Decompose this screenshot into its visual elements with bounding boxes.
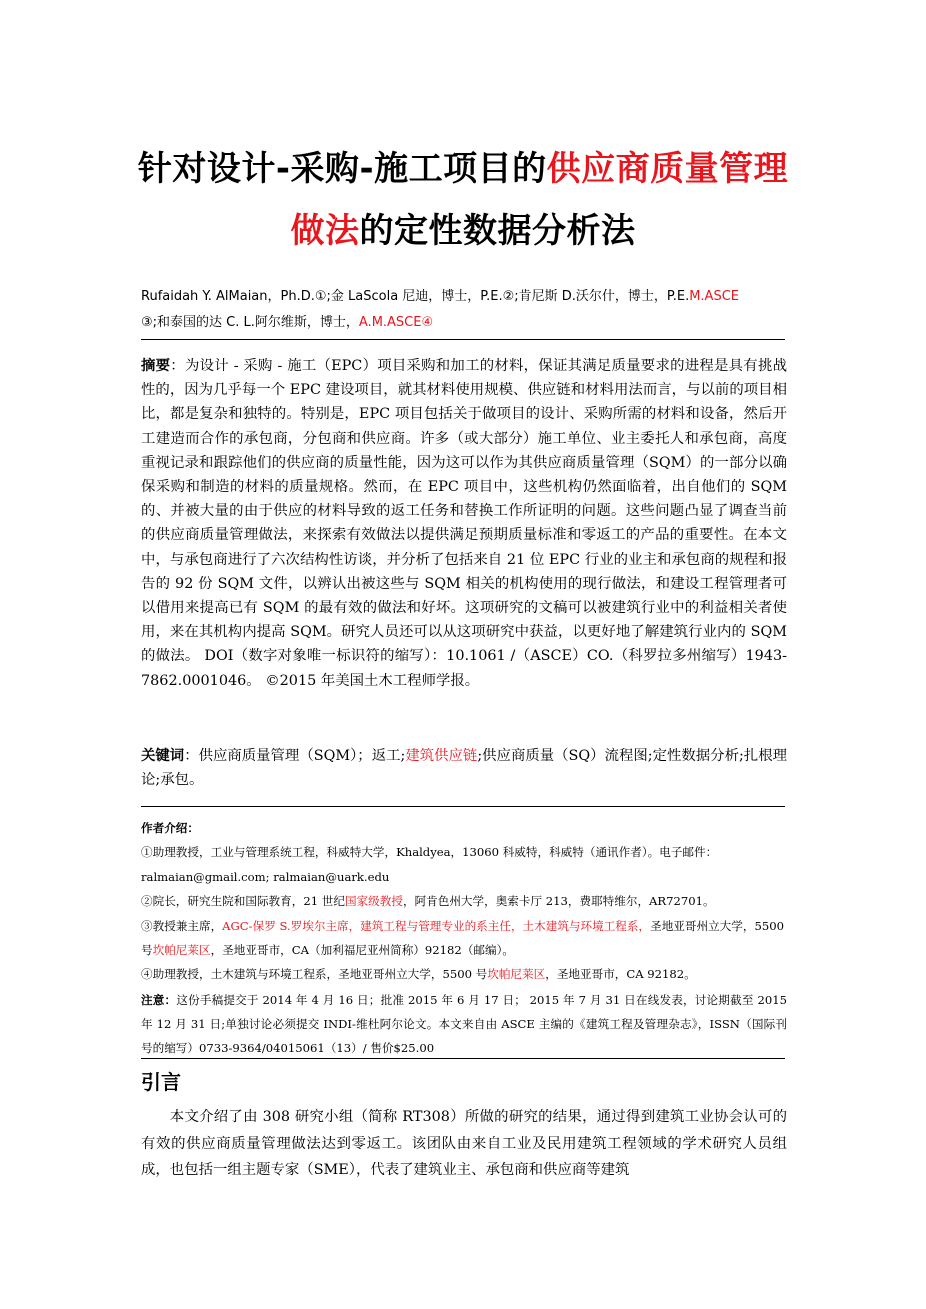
- divider-bottom: [141, 1058, 785, 1059]
- note-label: 注意：: [141, 993, 177, 1007]
- intro-paragraph: 本文介绍了由 308 研究小组（简称 RT308）所做的研究的结果，通过得到建筑工业协会认可的有效的供应商质量管理做法达到零返工。该团队由来自工业及民用建筑工程领域的学术研究人员组成，也包括一组主题专家（SME），代表了建筑业主、承包商和供应商等建筑: [141, 1109, 787, 1178]
- intro-heading: 引言: [141, 1070, 181, 1094]
- title-line-1: 针对设计-采购-施工项目的供应商质量管理: [137, 149, 789, 189]
- author-line-2: ③;和泰国的达 C. L.阿尔维斯，博士，A.M.ASCE④: [141, 315, 434, 330]
- abstract-label: 摘要: [141, 358, 171, 374]
- affiliation-1: ①助理教授，工业与管理系统工程，科威特大学，Khaldyea，13060 科威特，科威特（通讯作者）。电子邮件：ralmaian@gmail.com; ralmaian@uark.edu: [141, 845, 718, 884]
- affiliations-heading: 作者介绍：: [141, 821, 199, 835]
- divider-top: [141, 339, 785, 340]
- abstract: [141, 354, 787, 693]
- abstract-text: ：为设计 - 采购 - 施工（EPC）项目采购和加工的材料，保证其满足质量要求的进程是具有挑战性的，因为几乎每一个 EPC 建设项目，就其材料使用规模、供应链和材料用法而言，与以前的项目相比，都是复杂和独特的。特别是，EPC 项目包括关于做项目的设计、采购所需的材料和设备，然后开工建造而合作的承包商，分包商和供应商。许多（或大部分）施工单位、业主委托人和承包商，高度重视记录和跟踪他们的供应商的质量性能，因为这可以作为其供应商质量管理（SQM）的一部分以确保采购和制造的材料的质量规格。然而，在 EPC 项目中，这些机构仍然面临着，出自他们的 SQM 的、并被大量的由于供应的材料导致的返工任务和替换工作所证明的问题。这些问题凸显了调查当前的供应商质量管理做法，来探索有效做法以提供满足预期质量标准和零返工的产品的重要性。在本文中，与承包商进行了六次结构性访谈，并分析了包括来自 21 位 EPC 行业的业主和承包商的规程和报告的 92 份 SQM 文件，以辨认出被这些与 SQM 相关的机构使用的现行做法，和建设工程管理者可以借用来提高已有 SQM 的最有效的做法和好坏。这项研究的文稿可以被建筑行业中的利益相关者使用，来在其机构内提高 SQM。研究人员还可以从这项研究中获益，以更好地了解建筑行业内的 SQM 的做法。 DOI（数字对象唯一标识符的缩写）：10.1061 /（ASCE）CO.（科罗拉多州缩写）1943-7862.0001046。 ©2015 年美国土木工程师学报。: [141, 358, 787, 689]
- divider-middle: [141, 806, 785, 807]
- affiliation-4: ④助理教授，土木建筑与环境工程系，圣地亚哥州立大学，5500 号坎帕尼莱区，圣地亚哥市，CA 92182。: [141, 967, 696, 982]
- paper-title: [100, 138, 826, 262]
- affiliation-2: ②院长，研究生院和国际教育，21 世纪国家级教授，阿肯色州大学，奥索卡厅 213，费耶特维尔，AR72701。: [141, 894, 715, 909]
- manuscript-note: 注意：这份手稿提交于 2014 年 4 月 16 日；批准 2015 年 6 月 17 日； 2015 年 7 月 31 日在线发表，讨论期截至 2015 年 12 月 31 日;单独讨论必须提交 INDI-维杜阿尔论文。本文来自由 ASCE 主编的《建筑工程及管理杂志》，ISSN（国际刊号的缩写）0733-9364/04015061（13）/ 售价$25.00: [141, 993, 787, 1056]
- title-line-2: 做法的定性数据分析法: [290, 211, 636, 251]
- keywords-label: 关键词: [141, 748, 185, 764]
- author-affiliations: [141, 816, 791, 987]
- author-list: [141, 284, 791, 336]
- affiliation-3: ③教授兼主席，AGC-保罗 S.罗埃尔主席，建筑工程与管理专业的系主任，土木建筑与环境工程系，圣地亚哥州立大学，5500 号坎帕尼莱区，圣地亚哥市，CA（加利福尼亚州简称）92182（邮编）。: [141, 918, 784, 958]
- author-line-1: Rufaidah Y. AlMaian，Ph.D.①;金 LaScola 尼迪，博士，P.E.②;肯尼斯 D.沃尔什，博士，P.E.M.ASCE: [141, 289, 739, 304]
- keywords: 关键词：供应商质量管理（SQM）；返工;建筑供应链;供应商质量（SQ）流程图;定性数据分析;扎根理论;承包。: [141, 748, 787, 788]
